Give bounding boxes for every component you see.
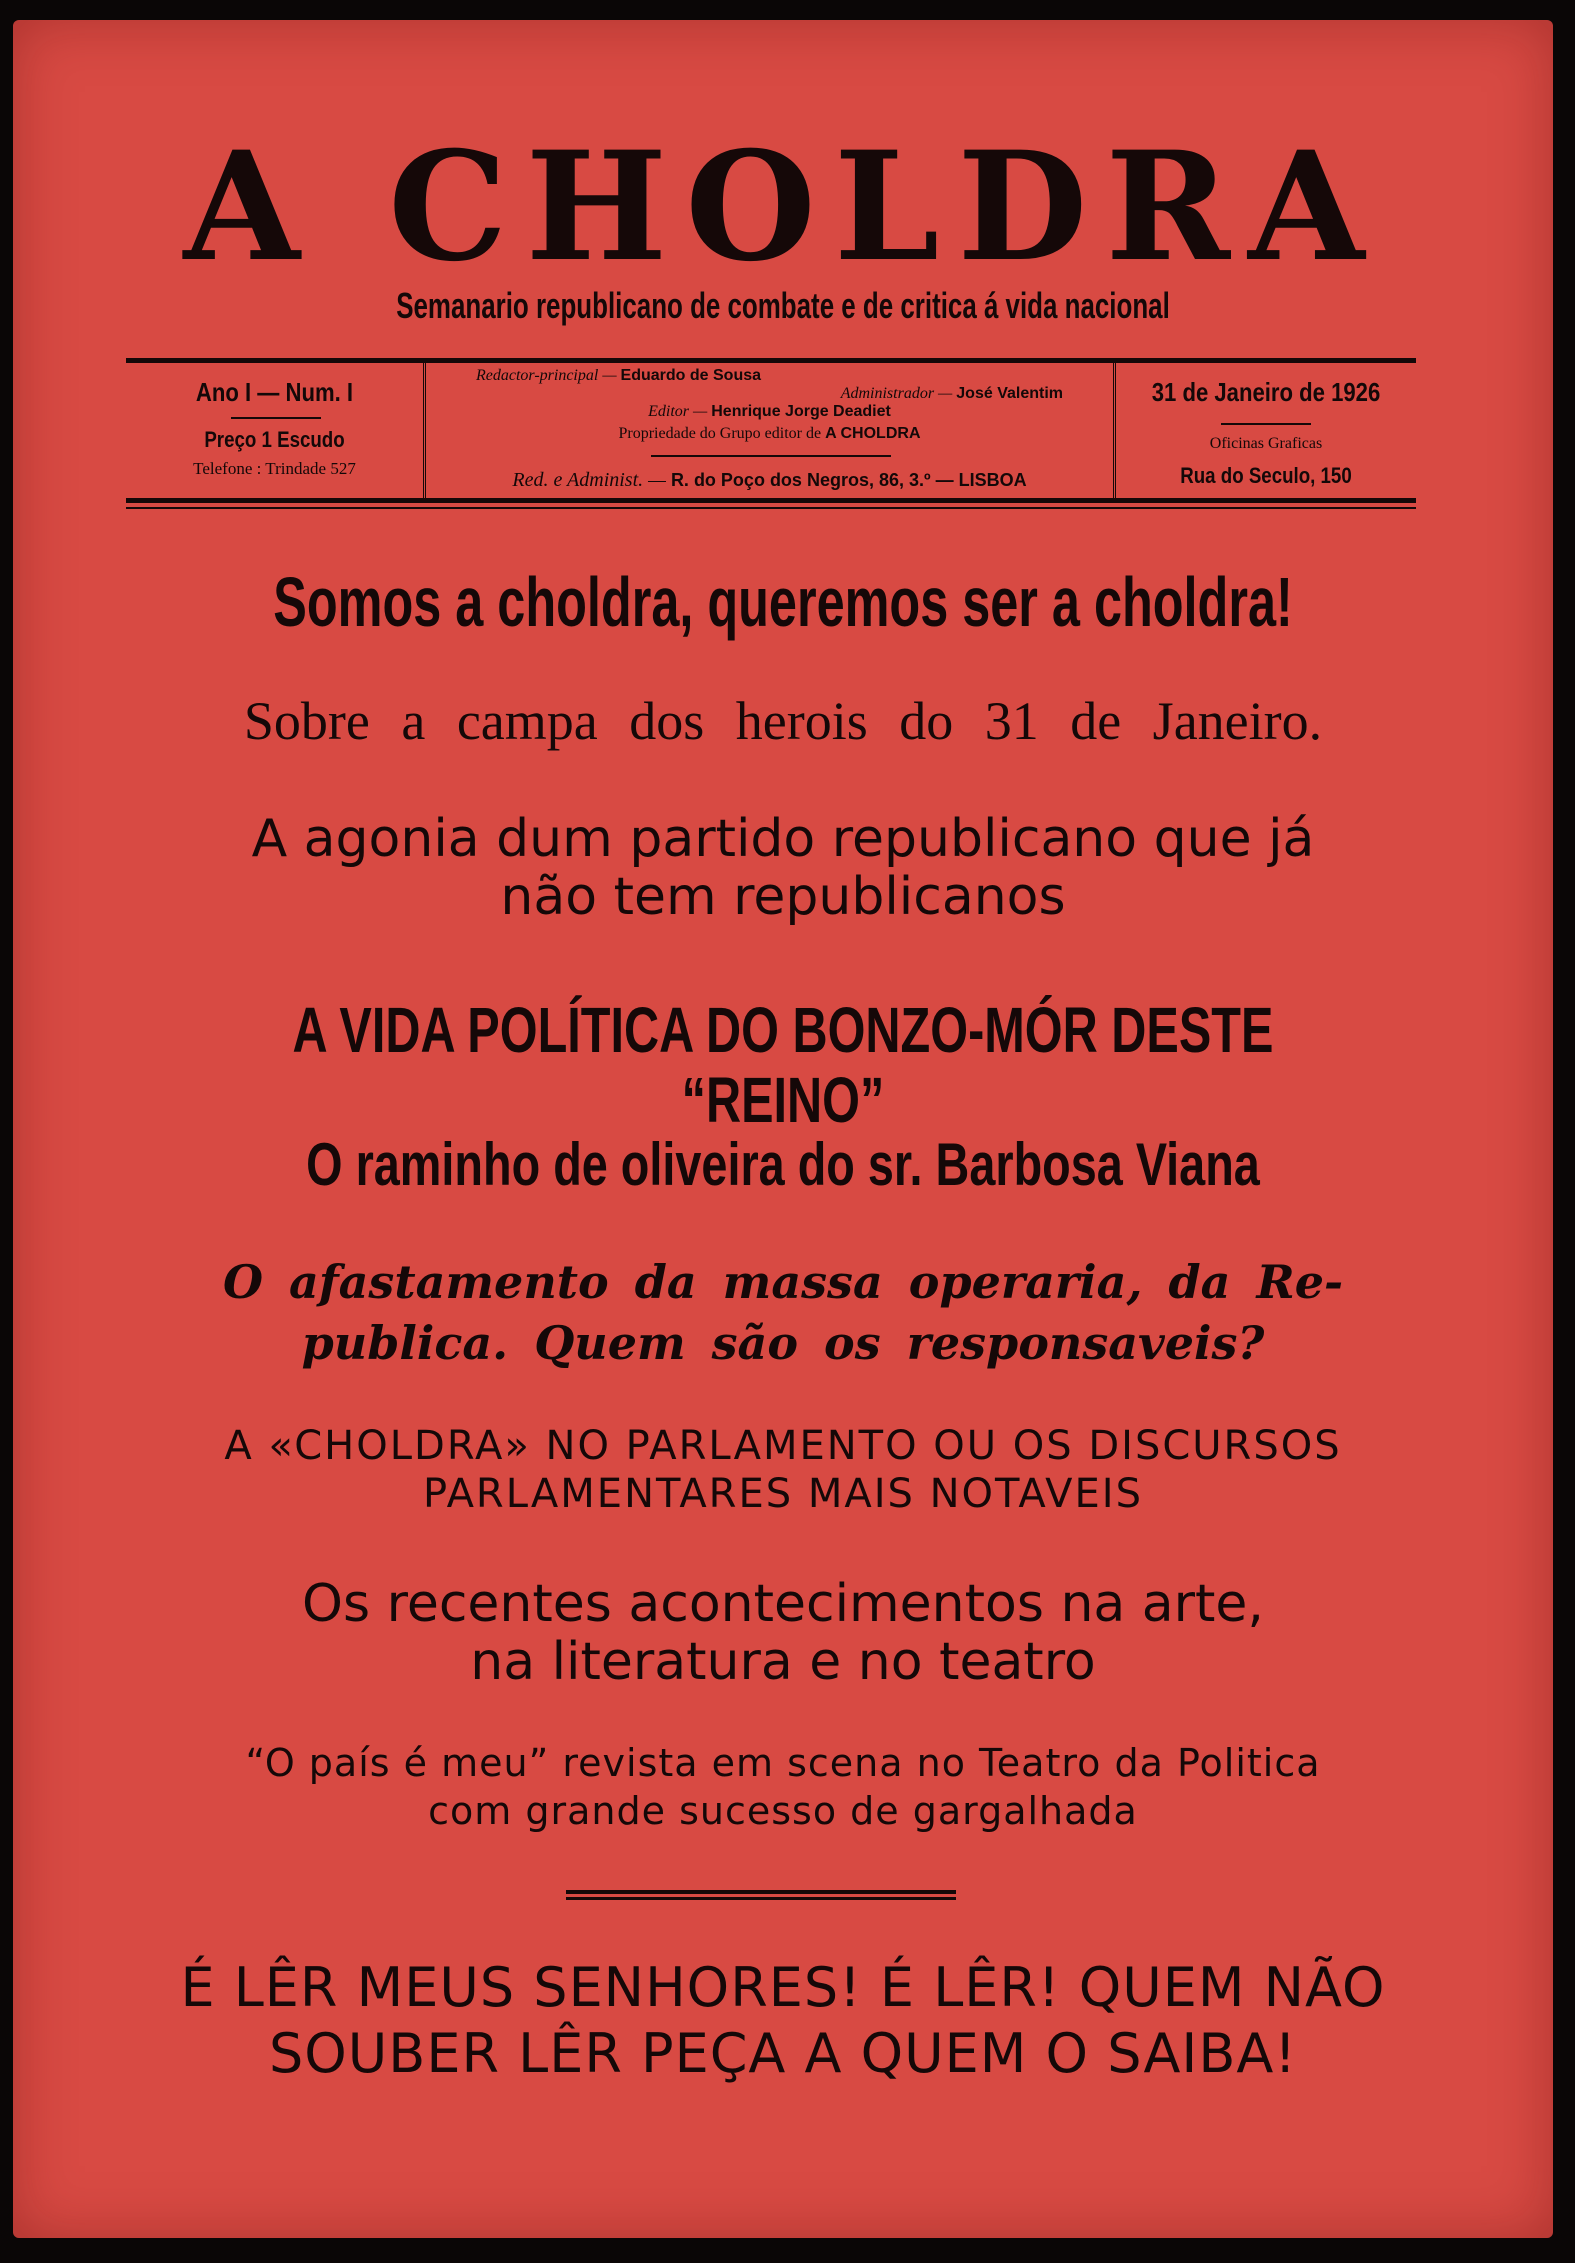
- publisher-name: Henrique Jorge Deadiet: [711, 403, 891, 420]
- date-info-column: [1116, 363, 1416, 498]
- headline-6-line-2: publica. Quem são os responsaveis?: [301, 1315, 1265, 1370]
- headline-3-line-2: não tem republicanos: [500, 867, 1066, 928]
- short-divider: [231, 417, 321, 419]
- issue-price: Preço 1 Escudo: [204, 427, 345, 452]
- editor-in-chief-line: [426, 367, 1113, 385]
- masthead-subtitle: Semanario republicano de combate e de critica á vida nacional: [396, 285, 1170, 326]
- address-line: [426, 469, 1113, 492]
- masthead-title: A CHOLDRA: [183, 119, 1383, 295]
- ownership-line: [426, 425, 1113, 443]
- headline-4: A VIDA POLÍTICA DO BONZO-MÓR DESTE “REINO”: [292, 994, 1274, 1137]
- headline-3: [13, 810, 1553, 926]
- headline-8-line-2: na literatura e no teatro: [470, 1632, 1096, 1693]
- printer-name: Oficinas Graficas: [1209, 435, 1323, 452]
- administrator-role: Administrador —: [840, 385, 953, 402]
- printer-address: Rua do Seculo, 150: [1180, 463, 1352, 488]
- headline-1: Somos a choldra, queremos ser a choldra!: [273, 563, 1293, 641]
- editor-in-chief-name: Eduardo de Sousa: [620, 367, 762, 384]
- issue-number: Ano I — Num. I: [195, 377, 354, 407]
- newspaper-front-page: [13, 20, 1553, 2238]
- staff-info-column: [426, 363, 1116, 498]
- headline-8: [13, 1575, 1553, 1691]
- administrator-name: José Valentim: [956, 385, 1063, 402]
- closing-slogan-line-2: SOUBER LÊR PEÇA A QUEM O SAIBA!: [269, 2021, 1297, 2085]
- headline-7-line-1: A «CHOLDRA» NO PARLAMENTO OU OS DISCURSOS: [224, 1423, 1342, 1469]
- section-divider: [566, 1890, 956, 1900]
- address-text: R. do Poço dos Negros, 86, 3.º — LISBOA: [670, 470, 1027, 490]
- short-divider: [1221, 423, 1311, 425]
- issue-info-column: [126, 363, 426, 498]
- publisher-line: [426, 403, 1113, 421]
- headline-9: [13, 1740, 1553, 1835]
- ownership-name: A CHOLDRA: [825, 425, 921, 442]
- closing-slogan: [13, 1955, 1553, 2087]
- headline-9-line-1: “O país é meu” revista em scena no Teatro da Politica: [245, 1741, 1321, 1785]
- publisher-role: Editor —: [648, 403, 708, 420]
- publication-info-box: [126, 358, 1416, 503]
- issue-date: 31 de Janeiro de 1926: [1151, 377, 1381, 407]
- editor-in-chief-role: Redactor-principal —: [476, 367, 617, 384]
- headline-7: [13, 1422, 1553, 1518]
- headline-7-line-2: PARLAMENTARES MAIS NOTAVEIS: [423, 1471, 1143, 1517]
- closing-slogan-line-1: É LÊR MEUS SENHORES! É LÊR! QUEM NÃO: [180, 1956, 1386, 2019]
- headline-6: [13, 1252, 1553, 1373]
- headline-5: O raminho de oliveira do sr. Barbosa Viana: [306, 1131, 1260, 1198]
- administrator-line: [426, 385, 1113, 403]
- headline-3-line-1: A agonia dum partido republicano que já: [251, 809, 1315, 869]
- ownership-text: Propriedade do Grupo editor de: [618, 425, 822, 442]
- headline-6-line-1: O afastamento da massa operaria, da Re-: [222, 1255, 1344, 1309]
- short-divider: [651, 455, 891, 457]
- headline-8-line-1: Os recentes acontecimentos na arte,: [302, 1574, 1264, 1634]
- telephone: Telefone : Trindade 527: [193, 459, 356, 478]
- address-label: Red. e Administ. —: [512, 469, 666, 491]
- headline-2: Sobre a campa dos herois do 31 de Janeiro.: [243, 691, 1323, 751]
- headline-9-line-2: com grande sucesso de gargalhada: [428, 1788, 1138, 1833]
